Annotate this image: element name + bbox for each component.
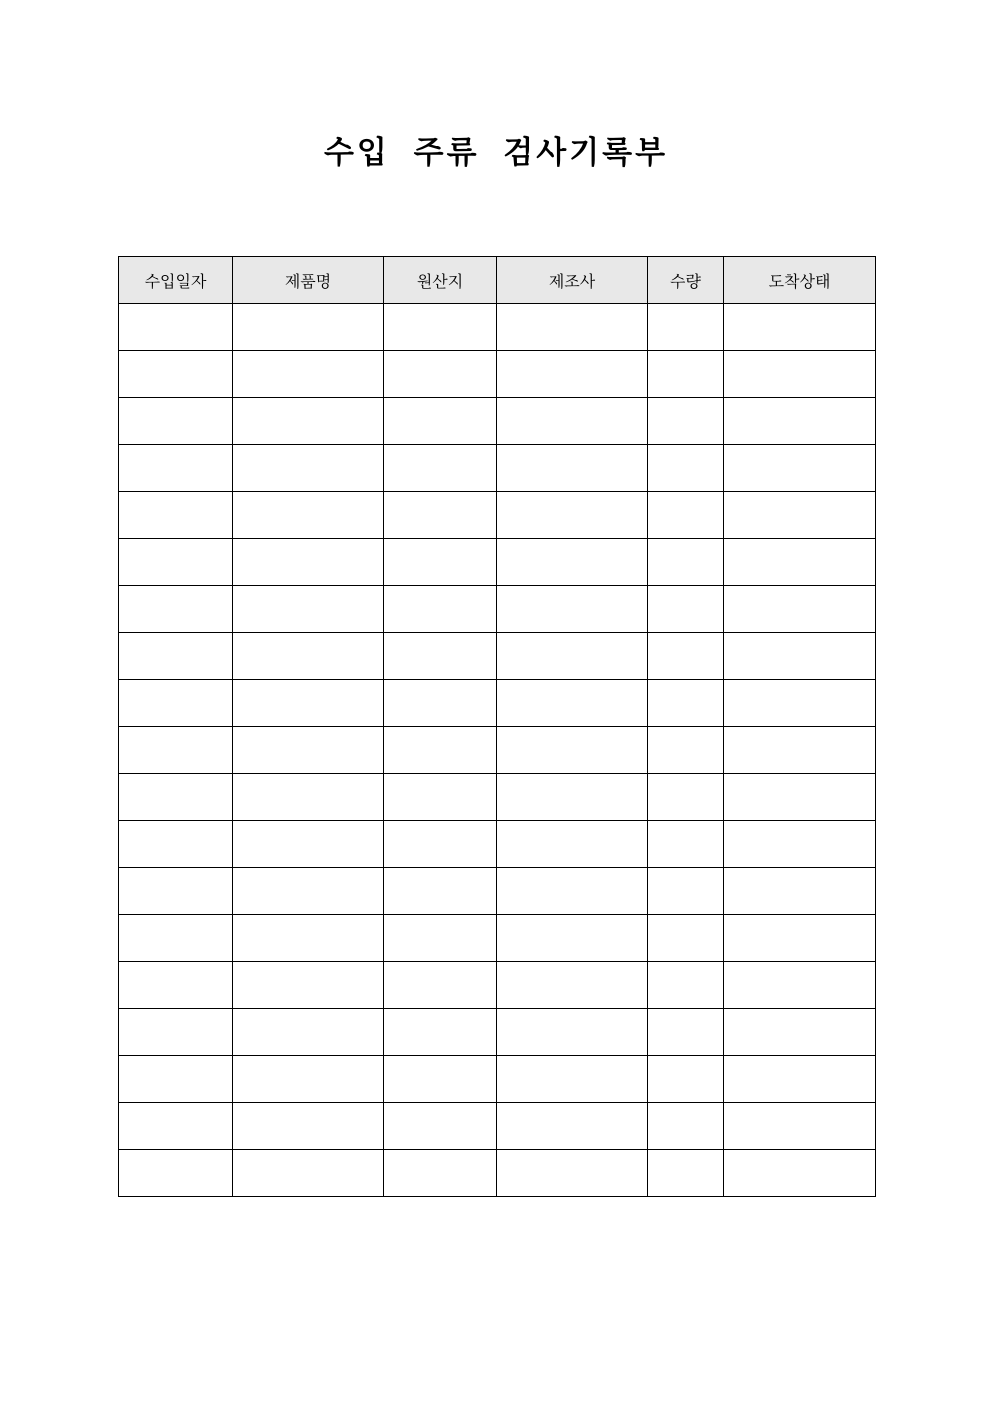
cell-arrival-status[interactable] bbox=[724, 586, 876, 633]
cell-product-name[interactable] bbox=[233, 727, 384, 774]
cell-manufacturer[interactable] bbox=[497, 868, 648, 915]
table-row bbox=[119, 868, 876, 915]
table-row bbox=[119, 351, 876, 398]
cell-arrival-status[interactable] bbox=[724, 1056, 876, 1103]
cell-quantity[interactable] bbox=[648, 1009, 724, 1056]
cell-product-name[interactable] bbox=[233, 633, 384, 680]
cell-manufacturer[interactable] bbox=[497, 633, 648, 680]
cell-product-name[interactable] bbox=[233, 821, 384, 868]
cell-import-date[interactable] bbox=[119, 868, 233, 915]
column-header-manufacturer: 제조사 bbox=[497, 257, 648, 304]
cell-import-date[interactable] bbox=[119, 633, 233, 680]
cell-quantity[interactable] bbox=[648, 962, 724, 1009]
table-row bbox=[119, 539, 876, 586]
table-row bbox=[119, 680, 876, 727]
table-row bbox=[119, 962, 876, 1009]
cell-manufacturer[interactable] bbox=[497, 1009, 648, 1056]
cell-arrival-status[interactable] bbox=[724, 821, 876, 868]
cell-origin[interactable] bbox=[384, 915, 497, 962]
cell-import-date[interactable] bbox=[119, 1150, 233, 1197]
cell-quantity[interactable] bbox=[648, 821, 724, 868]
cell-arrival-status[interactable] bbox=[724, 633, 876, 680]
cell-quantity[interactable] bbox=[648, 1150, 724, 1197]
cell-arrival-status[interactable] bbox=[724, 539, 876, 586]
cell-product-name[interactable] bbox=[233, 398, 384, 445]
cell-quantity[interactable] bbox=[648, 539, 724, 586]
table-body bbox=[119, 304, 876, 1197]
cell-product-name[interactable] bbox=[233, 586, 384, 633]
cell-arrival-status[interactable] bbox=[724, 304, 876, 351]
cell-import-date[interactable] bbox=[119, 1103, 233, 1150]
cell-origin[interactable] bbox=[384, 868, 497, 915]
table-header-row bbox=[119, 257, 876, 304]
cell-manufacturer[interactable] bbox=[497, 1103, 648, 1150]
cell-origin[interactable] bbox=[384, 727, 497, 774]
cell-product-name[interactable] bbox=[233, 492, 384, 539]
cell-manufacturer[interactable] bbox=[497, 1056, 648, 1103]
cell-import-date[interactable] bbox=[119, 1009, 233, 1056]
cell-manufacturer[interactable] bbox=[497, 915, 648, 962]
cell-origin[interactable] bbox=[384, 539, 497, 586]
table-row bbox=[119, 445, 876, 492]
cell-product-name[interactable] bbox=[233, 1103, 384, 1150]
table-row bbox=[119, 1103, 876, 1150]
cell-quantity[interactable] bbox=[648, 727, 724, 774]
table-row bbox=[119, 586, 876, 633]
cell-import-date[interactable] bbox=[119, 351, 233, 398]
table-row bbox=[119, 1009, 876, 1056]
cell-origin[interactable] bbox=[384, 680, 497, 727]
cell-product-name[interactable] bbox=[233, 351, 384, 398]
cell-manufacturer[interactable] bbox=[497, 1150, 648, 1197]
table-row bbox=[119, 821, 876, 868]
cell-manufacturer[interactable] bbox=[497, 774, 648, 821]
cell-arrival-status[interactable] bbox=[724, 445, 876, 492]
cell-arrival-status[interactable] bbox=[724, 915, 876, 962]
cell-import-date[interactable] bbox=[119, 915, 233, 962]
cell-origin[interactable] bbox=[384, 304, 497, 351]
cell-quantity[interactable] bbox=[648, 1103, 724, 1150]
cell-product-name[interactable] bbox=[233, 1056, 384, 1103]
cell-import-date[interactable] bbox=[119, 821, 233, 868]
cell-product-name[interactable] bbox=[233, 680, 384, 727]
cell-manufacturer[interactable] bbox=[497, 398, 648, 445]
cell-arrival-status[interactable] bbox=[724, 492, 876, 539]
cell-product-name[interactable] bbox=[233, 1009, 384, 1056]
cell-product-name[interactable] bbox=[233, 445, 384, 492]
cell-import-date[interactable] bbox=[119, 962, 233, 1009]
table-row bbox=[119, 304, 876, 351]
cell-arrival-status[interactable] bbox=[724, 774, 876, 821]
cell-arrival-status[interactable] bbox=[724, 962, 876, 1009]
cell-manufacturer[interactable] bbox=[497, 492, 648, 539]
cell-quantity[interactable] bbox=[648, 633, 724, 680]
table-row bbox=[119, 1150, 876, 1197]
cell-product-name[interactable] bbox=[233, 774, 384, 821]
cell-product-name[interactable] bbox=[233, 1150, 384, 1197]
cell-product-name[interactable] bbox=[233, 539, 384, 586]
cell-manufacturer[interactable] bbox=[497, 304, 648, 351]
cell-manufacturer[interactable] bbox=[497, 351, 648, 398]
cell-import-date[interactable] bbox=[119, 492, 233, 539]
cell-origin[interactable] bbox=[384, 1150, 497, 1197]
cell-manufacturer[interactable] bbox=[497, 727, 648, 774]
page-title: 수입 주류 검사기록부 bbox=[323, 135, 669, 171]
cell-origin[interactable] bbox=[384, 586, 497, 633]
column-header-origin: 원산지 bbox=[384, 257, 497, 304]
cell-manufacturer[interactable] bbox=[497, 962, 648, 1009]
column-header-import-date: 수입일자 bbox=[119, 257, 233, 304]
cell-quantity[interactable] bbox=[648, 304, 724, 351]
cell-quantity[interactable] bbox=[648, 1056, 724, 1103]
cell-import-date[interactable] bbox=[119, 398, 233, 445]
cell-import-date[interactable] bbox=[119, 586, 233, 633]
cell-origin[interactable] bbox=[384, 1056, 497, 1103]
table-row bbox=[119, 633, 876, 680]
cell-origin[interactable] bbox=[384, 821, 497, 868]
cell-import-date[interactable] bbox=[119, 445, 233, 492]
cell-product-name[interactable] bbox=[233, 962, 384, 1009]
cell-quantity[interactable] bbox=[648, 492, 724, 539]
cell-quantity[interactable] bbox=[648, 586, 724, 633]
cell-arrival-status[interactable] bbox=[724, 1150, 876, 1197]
cell-quantity[interactable] bbox=[648, 915, 724, 962]
cell-manufacturer[interactable] bbox=[497, 445, 648, 492]
cell-arrival-status[interactable] bbox=[724, 727, 876, 774]
cell-arrival-status[interactable] bbox=[724, 1009, 876, 1056]
cell-arrival-status[interactable] bbox=[724, 398, 876, 445]
cell-arrival-status[interactable] bbox=[724, 680, 876, 727]
table-row bbox=[119, 1056, 876, 1103]
table-row bbox=[119, 398, 876, 445]
cell-origin[interactable] bbox=[384, 492, 497, 539]
cell-manufacturer[interactable] bbox=[497, 821, 648, 868]
table-row bbox=[119, 492, 876, 539]
cell-quantity[interactable] bbox=[648, 445, 724, 492]
cell-origin[interactable] bbox=[384, 445, 497, 492]
column-header-arrival-status: 도착상태 bbox=[724, 257, 876, 304]
cell-product-name[interactable] bbox=[233, 915, 384, 962]
cell-product-name[interactable] bbox=[233, 304, 384, 351]
cell-import-date[interactable] bbox=[119, 680, 233, 727]
table-row bbox=[119, 727, 876, 774]
cell-quantity[interactable] bbox=[648, 351, 724, 398]
cell-arrival-status[interactable] bbox=[724, 868, 876, 915]
cell-import-date[interactable] bbox=[119, 539, 233, 586]
column-header-quantity: 수량 bbox=[648, 257, 724, 304]
cell-import-date[interactable] bbox=[119, 727, 233, 774]
cell-quantity[interactable] bbox=[648, 398, 724, 445]
cell-quantity[interactable] bbox=[648, 680, 724, 727]
cell-origin[interactable] bbox=[384, 398, 497, 445]
cell-manufacturer[interactable] bbox=[497, 539, 648, 586]
cell-origin[interactable] bbox=[384, 633, 497, 680]
cell-import-date[interactable] bbox=[119, 1056, 233, 1103]
cell-origin[interactable] bbox=[384, 1103, 497, 1150]
column-header-product-name: 제품명 bbox=[233, 257, 384, 304]
cell-arrival-status[interactable] bbox=[724, 351, 876, 398]
cell-manufacturer[interactable] bbox=[497, 586, 648, 633]
cell-origin[interactable] bbox=[384, 1009, 497, 1056]
cell-product-name[interactable] bbox=[233, 868, 384, 915]
cell-import-date[interactable] bbox=[119, 774, 233, 821]
table-row bbox=[119, 774, 876, 821]
cell-import-date[interactable] bbox=[119, 304, 233, 351]
cell-quantity[interactable] bbox=[648, 868, 724, 915]
cell-origin[interactable] bbox=[384, 774, 497, 821]
cell-quantity[interactable] bbox=[648, 774, 724, 821]
table-row bbox=[119, 915, 876, 962]
cell-origin[interactable] bbox=[384, 962, 497, 1009]
inspection-record-table bbox=[118, 256, 876, 1197]
cell-arrival-status[interactable] bbox=[724, 1103, 876, 1150]
cell-origin[interactable] bbox=[384, 351, 497, 398]
cell-manufacturer[interactable] bbox=[497, 680, 648, 727]
